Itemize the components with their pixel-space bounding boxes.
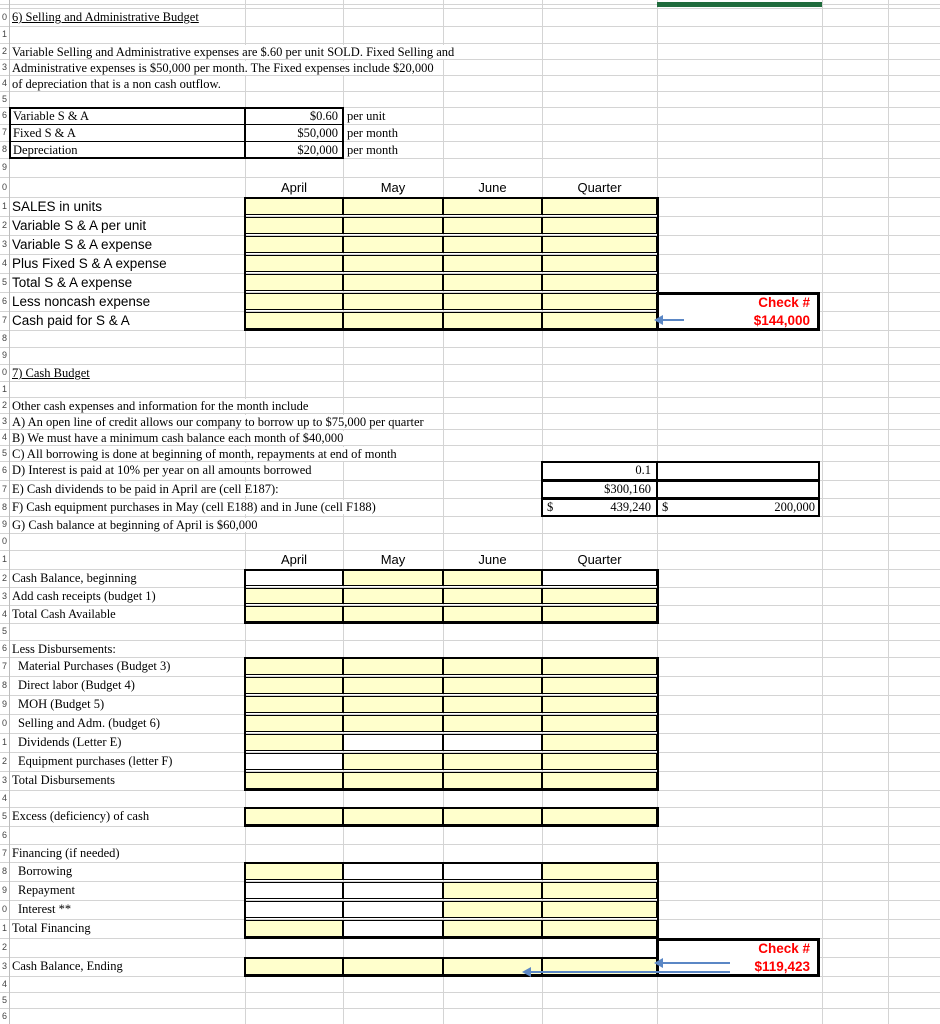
cash-fin-cell[interactable] <box>343 920 443 937</box>
cash-fin-cell[interactable] <box>443 882 542 899</box>
row-header[interactable]: 4 <box>1 608 7 619</box>
disbursements-header: Less Disbursements: <box>12 641 116 656</box>
sa-budget-cell[interactable] <box>443 255 542 272</box>
row-header[interactable]: 0 <box>1 367 7 377</box>
rate-row-unit: per month <box>347 126 399 140</box>
cash-disb-cell[interactable] <box>343 772 443 789</box>
sa-budget-cell[interactable] <box>245 217 343 234</box>
cash-fin-cell[interactable] <box>245 882 343 899</box>
sa-budget-cell[interactable] <box>542 217 657 234</box>
cash-disb-cell[interactable] <box>542 696 657 713</box>
cash-disb-cell[interactable] <box>443 696 542 713</box>
row-header[interactable]: 8 <box>1 866 7 876</box>
gridline <box>0 640 940 641</box>
row-header[interactable]: 4 <box>1 431 7 442</box>
cash-row-label: Cash Balance, Ending <box>12 958 123 973</box>
cash-row-label: Interest ** <box>18 901 72 916</box>
cash-row-label: Equipment purchases (letter F) <box>18 753 173 768</box>
cash-fin-cell[interactable] <box>343 863 443 880</box>
cash-budget-title: 7) Cash Budget <box>12 366 93 380</box>
row-header[interactable]: 8 <box>1 680 7 690</box>
sa-budget-cell[interactable] <box>443 236 542 253</box>
cash-disb-cell[interactable] <box>542 753 657 770</box>
side-value-divider <box>656 461 658 480</box>
side-value-divider <box>656 480 658 498</box>
cash-top-cell[interactable] <box>542 570 657 586</box>
sa-budget-cell[interactable] <box>245 293 343 310</box>
row-header[interactable]: 2 <box>1 756 7 766</box>
rate-row-value[interactable]: $20,000 <box>297 143 338 157</box>
side-value-f: $300,160 <box>604 482 651 496</box>
row-header[interactable]: 7 <box>1 483 7 494</box>
rate-row-value[interactable]: $0.60 <box>309 109 338 123</box>
row-header[interactable]: 0 <box>1 904 7 914</box>
sa-note-line: of depreciation that is a non cash outflow. <box>12 77 224 91</box>
row-header[interactable]: 9 <box>1 699 7 709</box>
row-header[interactable]: 5 <box>1 93 7 104</box>
rate-table-rule <box>9 141 343 142</box>
cash-disb-cell[interactable] <box>245 715 343 732</box>
cash-fin-cell[interactable] <box>343 901 443 918</box>
row-header[interactable]: 2 <box>1 942 7 952</box>
rate-row-unit: per month <box>347 143 399 157</box>
gridline <box>0 826 940 827</box>
cash-top-cell[interactable] <box>245 588 343 604</box>
cash-disb-cell[interactable] <box>343 734 443 751</box>
cash-disb-cell[interactable] <box>443 772 542 789</box>
sa-budget-cell[interactable] <box>343 198 443 215</box>
cash-fin-cell[interactable] <box>245 863 343 880</box>
cash-top-cell[interactable] <box>542 606 657 622</box>
cash-disb-cell[interactable] <box>443 715 542 732</box>
cash-budget-intro: Other cash expenses and information for the month include <box>12 399 311 413</box>
row-header[interactable]: 1 <box>1 737 7 747</box>
cash-note-line: D) Interest is paid at 10% per year on all amounts borrowed <box>12 463 315 477</box>
currency-symbol: $ <box>662 500 669 514</box>
gridline <box>822 0 823 1024</box>
cash-top-cell[interactable] <box>343 606 443 622</box>
sa-month-header-may: May <box>380 180 406 195</box>
cash-disb-cell[interactable] <box>443 677 542 694</box>
side-value-divider <box>656 498 658 516</box>
arrow-left-icon <box>662 319 684 321</box>
cash-disb-cell[interactable] <box>443 753 542 770</box>
gridline <box>0 91 940 92</box>
row-header[interactable]: 2 <box>1 399 7 410</box>
row-header[interactable]: 1 <box>1 29 7 39</box>
cash-note-line: F) Cash equipment purchases in May (cell E188) and in June (cell F188) <box>12 500 379 514</box>
gridline <box>0 107 940 108</box>
sa-budget-cell[interactable] <box>343 274 443 291</box>
cash-row-label: Total Financing <box>12 920 91 935</box>
sa-budget-cell[interactable] <box>542 312 657 329</box>
cash-row-label: Dividends (Letter E) <box>18 734 122 749</box>
cash-fin-cell[interactable] <box>542 920 657 937</box>
row-header[interactable]: 7 <box>1 847 7 858</box>
cash-row-label: Borrowing <box>18 863 73 878</box>
sa-row-label: Less noncash expense <box>12 294 151 309</box>
row-header[interactable]: 9 <box>1 519 7 529</box>
cash-excess-cell[interactable] <box>542 808 657 825</box>
cash-ending-cell[interactable] <box>245 958 343 975</box>
sa-check-label: Check # <box>758 295 810 310</box>
row-header[interactable]: 6 <box>1 465 7 475</box>
cash-disb-cell[interactable] <box>542 772 657 789</box>
cash-top-cell[interactable] <box>443 570 542 586</box>
sa-budget-cell[interactable] <box>245 274 343 291</box>
gridline <box>0 1008 940 1009</box>
row-header[interactable]: 6 <box>1 829 7 840</box>
cash-row-label: Excess (deficiency) of cash <box>12 808 150 823</box>
cash-disb-cell[interactable] <box>443 658 542 675</box>
row-header[interactable]: 7 <box>1 661 7 671</box>
sa-month-header-june: June <box>478 180 507 195</box>
cash-top-cell[interactable] <box>343 588 443 604</box>
row-header[interactable]: 4 <box>1 978 7 989</box>
cash-fin-cell[interactable] <box>443 920 542 937</box>
sa-row-label: Total S & A expense <box>12 275 133 290</box>
row-header[interactable]: 6 <box>1 296 7 306</box>
row-header[interactable]: 0 <box>1 11 7 22</box>
cash-disb-cell[interactable] <box>343 753 443 770</box>
cash-top-cell[interactable] <box>245 570 343 586</box>
cash-top-cell[interactable] <box>443 588 542 604</box>
cash-ending-cell[interactable] <box>343 958 443 975</box>
cash-excess-cell[interactable] <box>245 808 343 825</box>
side-value-f: 439,240 <box>610 500 651 514</box>
row-header[interactable]: 2 <box>1 45 7 56</box>
row-header[interactable]: 3 <box>1 239 7 249</box>
side-value-g: 200,000 <box>774 500 815 514</box>
cash-month-header-may: May <box>380 552 406 567</box>
gridline <box>0 177 940 178</box>
gridline <box>0 550 940 551</box>
row-header[interactable]: 8 <box>1 333 7 343</box>
cash-disb-cell[interactable] <box>343 696 443 713</box>
cash-disb-cell[interactable] <box>343 658 443 675</box>
cash-disb-cell[interactable] <box>542 734 657 751</box>
rate-table-rule <box>9 124 343 125</box>
cash-row-label: Cash Balance, beginning <box>12 570 137 585</box>
row-header[interactable]: 5 <box>1 447 7 458</box>
currency-symbol: $ <box>547 500 554 514</box>
sa-row-label: Variable S & A expense <box>12 237 153 252</box>
cash-disb-cell[interactable] <box>343 715 443 732</box>
sa-month-header-quarter: Quarter <box>577 180 622 195</box>
sa-row-label: SALES in units <box>12 199 103 214</box>
cash-fin-cell[interactable] <box>343 882 443 899</box>
cash-fin-cell[interactable] <box>542 863 657 880</box>
cash-check-value: $119,423 <box>754 959 810 974</box>
sa-budget-cell[interactable] <box>542 274 657 291</box>
row-header[interactable]: 5 <box>1 994 7 1005</box>
gridline <box>0 381 940 382</box>
sa-budget-cell[interactable] <box>343 236 443 253</box>
row-header[interactable]: 5 <box>1 811 7 821</box>
row-header[interactable]: 8 <box>1 501 7 512</box>
gridline <box>0 364 940 365</box>
cash-check-label: Check # <box>758 941 810 956</box>
sa-budget-title: 6) Selling and Administrative Budget <box>12 10 202 24</box>
row-header[interactable]: 6 <box>1 643 7 653</box>
row-header[interactable]: 0 <box>1 536 7 546</box>
row-header[interactable]: 7 <box>1 315 7 325</box>
cash-fin-cell[interactable] <box>245 901 343 918</box>
cash-disb-cell[interactable] <box>343 677 443 694</box>
sa-month-header-april: April <box>280 180 307 195</box>
row-header[interactable]: 1 <box>1 923 7 933</box>
cash-month-header-april: April <box>280 552 307 567</box>
sa-check-value: $144,000 <box>753 313 810 328</box>
row-header[interactable]: 4 <box>1 793 7 803</box>
gridline <box>0 790 940 791</box>
row-header[interactable]: 1 <box>1 201 7 211</box>
cash-note-line: C) All borrowing is done at beginning of month, repayments at end of month <box>12 447 400 461</box>
gridline <box>0 623 940 624</box>
row-header[interactable]: 2 <box>1 572 7 583</box>
sa-row-label: Variable S & A per unit <box>12 218 147 233</box>
row-header[interactable]: 7 <box>1 127 7 137</box>
sa-budget-cell[interactable] <box>542 236 657 253</box>
cash-disb-cell[interactable] <box>245 772 343 789</box>
rate-row-label: Fixed S & A <box>13 126 76 140</box>
row-header[interactable]: 1 <box>1 554 7 564</box>
sa-budget-cell[interactable] <box>542 255 657 272</box>
cash-fin-cell[interactable] <box>443 901 542 918</box>
sa-row-label: Plus Fixed S & A expense <box>12 256 167 271</box>
arrow-left-icon <box>530 971 730 973</box>
sa-budget-cell[interactable] <box>245 236 343 253</box>
cash-top-cell[interactable] <box>542 588 657 604</box>
row-header[interactable]: 3 <box>1 61 7 72</box>
row-header[interactable]: 9 <box>1 885 7 895</box>
row-header[interactable]: 3 <box>1 775 7 785</box>
gridline <box>0 158 940 159</box>
gridline <box>0 992 940 993</box>
gridline <box>0 844 940 845</box>
cash-row-label: Material Purchases (Budget 3) <box>18 658 171 673</box>
cash-note-line: G) Cash balance at beginning of April is $60,000 <box>12 518 260 532</box>
sa-budget-cell[interactable] <box>542 293 657 310</box>
row-header[interactable]: 0 <box>1 718 7 728</box>
cash-row-label: Total Cash Available <box>12 606 116 621</box>
row-header[interactable]: 3 <box>1 415 7 426</box>
cash-fin-cell[interactable] <box>542 901 657 918</box>
sa-budget-cell[interactable] <box>443 312 542 329</box>
cash-excess-cell[interactable] <box>443 808 542 825</box>
sa-budget-cell[interactable] <box>343 217 443 234</box>
side-value-f: 0.1 <box>635 463 651 477</box>
gridline <box>0 347 940 348</box>
sa-budget-cell[interactable] <box>443 293 542 310</box>
cash-row-label: Add cash receipts (budget 1) <box>12 588 156 603</box>
gridline <box>0 26 940 27</box>
rate-row-label: Variable S & A <box>13 109 90 123</box>
gridline <box>888 0 889 1024</box>
financing-header: Financing (if needed) <box>12 845 120 860</box>
gridline <box>0 533 940 534</box>
cash-month-header-quarter: Quarter <box>577 552 622 567</box>
green-border-bar <box>657 2 822 7</box>
row-header[interactable]: 5 <box>1 277 7 287</box>
sa-budget-cell[interactable] <box>443 198 542 215</box>
gridline <box>9 0 10 1024</box>
row-header[interactable]: 9 <box>1 162 7 172</box>
rate-row-unit: per unit <box>347 109 386 123</box>
cash-fin-cell[interactable] <box>443 863 542 880</box>
cash-disb-cell[interactable] <box>443 734 542 751</box>
cash-disb-cell[interactable] <box>245 753 343 770</box>
cash-disb-cell[interactable] <box>245 696 343 713</box>
sa-budget-cell[interactable] <box>343 255 443 272</box>
cash-disb-cell[interactable] <box>245 677 343 694</box>
rate-row-value[interactable]: $50,000 <box>297 126 338 140</box>
cash-disb-cell[interactable] <box>542 677 657 694</box>
sa-budget-cell[interactable] <box>542 198 657 215</box>
cash-disb-cell[interactable] <box>245 734 343 751</box>
row-header[interactable]: 0 <box>1 181 7 192</box>
row-header[interactable]: 9 <box>1 350 7 360</box>
cash-note-line: E) Cash dividends to be paid in April are (cell E187): <box>12 482 282 496</box>
row-header[interactable]: 2 <box>1 220 7 230</box>
row-header[interactable]: 3 <box>1 590 7 601</box>
cash-row-label: Selling and Adm. (budget 6) <box>18 715 160 730</box>
row-header[interactable]: 6 <box>1 1010 7 1021</box>
row-header[interactable]: 8 <box>1 144 7 154</box>
cash-disb-cell[interactable] <box>542 658 657 675</box>
cash-row-label: MOH (Budget 5) <box>18 696 105 711</box>
arrow-left-icon <box>662 962 730 964</box>
cash-month-header-june: June <box>478 552 507 567</box>
sa-budget-cell[interactable] <box>443 217 542 234</box>
row-header[interactable]: 4 <box>1 77 7 88</box>
cash-note-line: B) We must have a minimum cash balance each month of $40,000 <box>12 431 346 445</box>
sa-budget-cell[interactable] <box>245 312 343 329</box>
cash-top-cell[interactable] <box>443 606 542 622</box>
cash-note-line: A) An open line of credit allows our company to borrow up to $75,000 per quarter <box>12 415 427 429</box>
cash-disb-cell[interactable] <box>245 658 343 675</box>
cash-row-label: Repayment <box>18 882 75 897</box>
row-header[interactable]: 3 <box>1 961 7 971</box>
cash-row-label: Direct labor (Budget 4) <box>18 677 135 692</box>
rate-row-label: Depreciation <box>13 143 78 157</box>
sa-note-line: Variable Selling and Administrative expenses are $.60 per unit SOLD. Fixed Selling and <box>12 45 457 59</box>
sa-budget-cell[interactable] <box>343 312 443 329</box>
sa-budget-cell[interactable] <box>245 198 343 215</box>
cash-fin-cell[interactable] <box>542 882 657 899</box>
sa-note-line: Administrative expenses is $50,000 per month. The Fixed expenses include $20,000 <box>12 61 437 75</box>
sa-budget-cell[interactable] <box>443 274 542 291</box>
row-header[interactable]: 4 <box>1 258 7 268</box>
sa-budget-cell[interactable] <box>343 293 443 310</box>
cash-row-label: Total Disbursements <box>12 772 115 787</box>
cash-top-cell[interactable] <box>343 570 443 586</box>
cash-disb-cell[interactable] <box>542 715 657 732</box>
sa-row-label: Cash paid for S & A <box>12 313 130 328</box>
row-header[interactable]: 6 <box>1 110 7 120</box>
cash-excess-cell[interactable] <box>343 808 443 825</box>
cash-fin-cell[interactable] <box>245 920 343 937</box>
row-header[interactable]: 1 <box>1 383 7 394</box>
sa-budget-cell[interactable] <box>245 255 343 272</box>
cash-top-cell[interactable] <box>245 606 343 622</box>
row-header[interactable]: 5 <box>1 626 7 636</box>
gridline <box>0 8 940 9</box>
